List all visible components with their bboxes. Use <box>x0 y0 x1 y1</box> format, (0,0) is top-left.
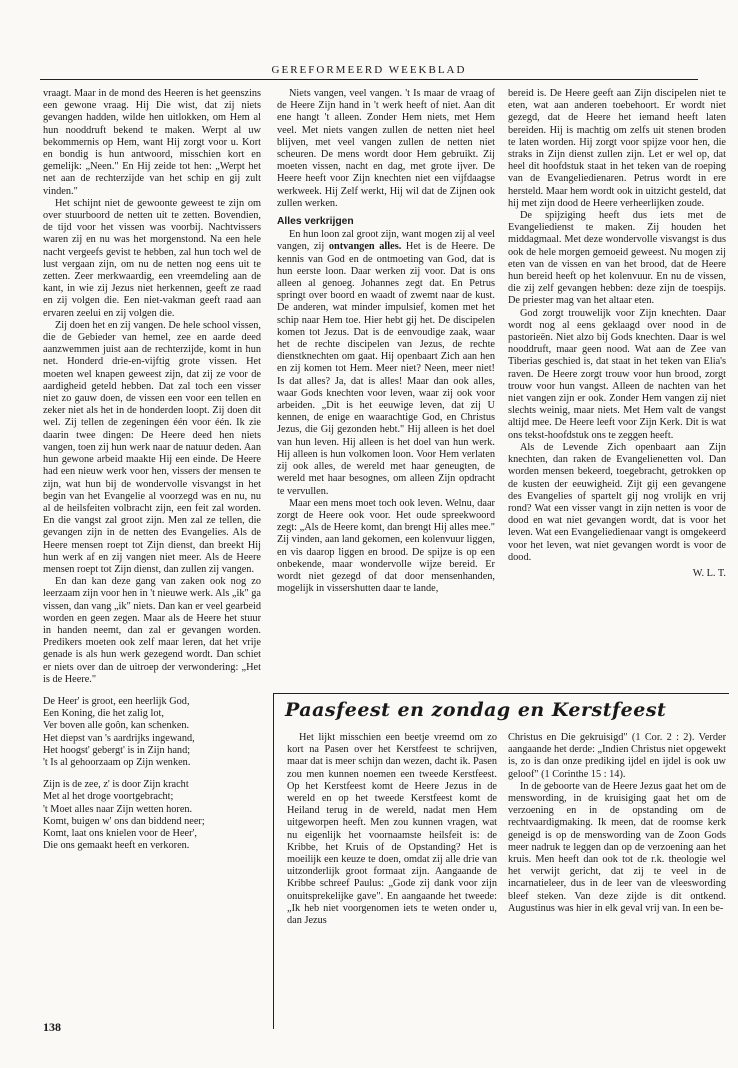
poem-line: De Heer' is groot, een heerlijk God, <box>43 695 190 707</box>
poem-stanza-1 <box>43 696 261 769</box>
poem-line: 't Moet alles naar Zijn wetten horen. <box>43 803 193 815</box>
paragraph <box>277 229 495 497</box>
paragraph: Het lijkt misschien een beetje vreemd om zo kort na Pasen over het Kerstfeest te schrijven, maar dat is meer schijn dan wezen, dacht ik. Pasen zou men kunnen noemen een tweede Kerstfeest. Op het Kerstfeest komt de Heere Jezus in de wereld en op het tweede Kerstfeest komt de Heiland terug in de wereld, nadat men Hem uitgeworpen heeft. Men zou kunnen vragen, wat nu eigenlijk het voornaamste heilsfeit is: de Kribbe, het Kruis of de Opstanding? Het is moeilijk een keuze te doen, omdat zij alle drie van uitzonderlijk groot formaat zijn. Aangaande de Kribbe schreef Paulus: „Gode zij dank voor zijn onuitsprekelijke gave". En aangaande het tweede: „Ik heb niet voorgenomen iets te weten onder u, dan Jezus <box>287 732 497 927</box>
header-rule <box>40 79 698 80</box>
paragraph: De spijziging heeft dus iets met de Evangeliedienst te maken. Zij houden het middagmaal. Met deze wondervolle visvangst is dus ook de hele morgen gemoeid geweest. Nu mogen zij eten van de vissen en van het brood, dat de Heere hun bereid heeft op het kolenvuur. En nu de vissen, die zij zelf gevangen hebben: deze zijn de toespijs. De priester mag van het altaar eten. <box>508 210 726 307</box>
article-box-left-rule <box>273 693 274 1029</box>
poem-line: Het diepst van 's aardrijks ingewand, <box>43 732 195 744</box>
author-signature: W. L. T. <box>692 567 726 579</box>
poem-line: 't Is al gehoorzaam op Zijn wenken. <box>43 756 191 768</box>
paragraph: Niets vangen, veel vangen. 't Is maar de vraag of de Heere Zijn hand in 't werk heeft of niet. Aan dit ene hangt 't alleen. Zonder Hem niets, met Hem veel. Met niets vangen zullen de netten niet heel blijven, met veel vangen zullen de netten niet scheuren. De mens wordt door Hem gebruikt. Zij moeten vissen, nacht en dag, met grote ijver. De Heere heeft voor Zijn knechten niet een vijfdaagse werkweek. Hij Zelf werkt, Hij wil dat de Zijnen ook zullen werken. <box>277 88 495 209</box>
text-run: En hun loon zal groot zijn, want mogen zij al veel vangen, zij <box>277 229 495 253</box>
paragraph: Zij doen het en zij vangen. De hele school vissen, die de Gebieder van hemel, zee en aarde deed aanzwemmen juist aan de rechterzijde, komt in hun net. Honderd drie-en-vijftig grote vissen. Het moeten wel knapen geweest zijn, dat zij ze voor de aardigheid geteld hebben. Dat zal toch een visser niet zo gauw doen, de vissen een voor een tellen en zeker niet als het in de honderden loopt. Zij doen dit wel. Zij tellen de zegeningen één voor één. Ik zie daarin twee dingen: De Heere deed hen niets vangen, toen zij hun werk naar de natuur deden. Aan hun gewone arbeid maakte Hij een einde. De Heere had een nieuw werk voor hen, vissers der mensen te zijn, wat hun bij de wondervolle visvangst in het begin van het Evangelie al voorzegd was en nu, nu al de heilsfeiten volbracht zijn, een feit zal worden. En die vangst zal groot zijn. Men zal ze tellen, die gevangen zijn in de netten des Evangelies. Als de Heere mensen roept tot Zijn dienst, dan breekt Hij hun werk af en zij vangen niet meer. Als de Heere mensen roept tot Zijn dienst, dan zullen zij vangen. <box>43 319 261 575</box>
poem-line: Komt, laat ons knielen voor de Heer', <box>43 827 197 839</box>
poem-line: Met al het droge voortgebracht; <box>43 791 174 803</box>
article-title: Paasfeest en zondag en Kerstfeest <box>285 699 667 721</box>
article2-column-left <box>287 732 497 927</box>
paragraph: Christus en Die gekruisigd" (1 Cor. 2 : 2). Verder aangaande het derde: „Indien Christus niet opgewekt is, zo is dan onze prediking ijdel en ijdel is ook uw geloof" (1 Corinthe 15 : 14). <box>508 732 726 780</box>
running-header: GEREFORMEERD WEEKBLAD <box>271 64 467 76</box>
column-right <box>508 88 726 580</box>
poem-line: Een Koning, die het zalig lot, <box>43 708 164 720</box>
section-heading: Alles verkrijgen <box>277 216 354 228</box>
column-middle <box>277 88 495 595</box>
poem-line: Het hoogst' gebergt' is in Zijn hand; <box>43 744 191 756</box>
poem-line: Komt, buigen w' ons dan biddend neer; <box>43 815 205 827</box>
page-number: 138 <box>43 1020 61 1034</box>
poem-stanza-2 <box>43 779 261 852</box>
article2-column-right <box>508 732 726 915</box>
paragraph: En dan kan deze gang van zaken ook nog zo leerzaam zijn voor hen in 't nieuwe werk. Als „ik" ga vissen, dan vang „ik" niets. Dan kan er veel gearbeid worden en geen zegen. Maar als de Heere het stuur in handen neemt, dan zal er gevangen worden. Predikers moeten ook zelf maar leren, dat het vrije genade is als hun werk gezegend wordt. Dan schiet er niets over dan de uitroep der verwondering: „Het is de Heere." <box>43 576 261 685</box>
text-run: Het is de Heere. De kennis van God en de ontmoeting van God, dat is hun eerste loon. Daar werken zij voor. Dat is ons alleen al genoeg. Johannes zegt dat. En Petrus springt over boord en waadt of zwemt naar de kust. De anderen, wat minder impulsief, komen met het schip naar Hem toe. Hier hebt gij het. De discipelen komen tot Jezus. Dat is de eenvoudige zaak, waar het de rechte discipelen van Jezus, de rechte dienstknechten om gaat. Hij openbaart Zich aan hen en zij komen tot Hem. Meer niet? Neen, meer niet! Is dat alles? Ja, dat is alles! Maar dan ook alles, waar Gods knechten voor leven, waar zij ook voor arbeiden. „Dit is het eeuwige leven, dat zij U kennen, de enige en waarachtige God, en Christus Jezus, die Gij gezonden hebt." Hij alleen is het doel van hun leven. Hij alleen is het doel van hun werk. Hij alleen is hun volkomen loon. Voor Hem verlaten zij ook alles, de wereld met haar geneugten, de wereld met haar besognes, om alleen Zijn opdracht te vervullen. <box>277 241 496 497</box>
poem-line: Zijn is de zee, z' is door Zijn kracht <box>43 779 189 791</box>
article-box-rule <box>273 693 729 694</box>
paragraph: Als de Levende Zich openbaart aan Zijn knechten, dan raken de Evangelienetten vol. Dan worden mensen bekeerd, toegebracht, getrokken op de kusten der eeuwigheid. Zijt gij een gevangene des Evangelies of spartelt gij nog vrolijk en vrij rond? Wat een visser vangt in zijn netten is voor de dood en wat niet gevangen wordt, dat is voor het leven. Wat een Evangeliedienaar vangt is omgekeerd voor het leven, wat niet gevangen wordt is voor de dood. <box>508 441 726 563</box>
paragraph: Maar een mens moet toch ook leven. Welnu, daar zorgt de Heere ook voor. Het oude spreekwoord zegt: „Als de Heere komt, dan brengt Hij alles mee." Zij vinden, aan land gekomen, een kolenvuur liggen, en vis daarop liggen en brood. De spijze is op een onbekende, maar wondervolle wijze bereid. Er wordt niet gezegd of dat door mensenhanden, mogelijk in vissershutten daar te lande, <box>277 497 495 595</box>
psalm-verse <box>43 696 261 852</box>
paragraph: In de geboorte van de Heere Jezus gaat het om de menswording, in de kruisiging gaat het om de verzoening en in de opstanding om de rechtvaardigmaking. Ik meen, dat de roomse kerk geneigd is op de menswording van de Zoon Gods meer nadruk te leggen dan op de verzoening aan het kruis. Men heeft dan ook tot de r.k. theologie wel het verwijt gericht, dat zij te veel in de incarnatieleer, dus in de leer van de vleeswording bleef steken. Van deze zijde is dit ontkend. Augustinus was hier in elk geval vrij van. In een be- <box>508 780 726 914</box>
paragraph: God zorgt trouwelijk voor Zijn knechten. Daar wordt nog al eens geklaagd over nood in de pastorieën. Niet alzo bij Gods knechten. Daar is wel nooddruft, maar geen nood. Wat aan de Zee van Tiberias geschied is, dat staat in het teken van Elia's raven. De Heere zorgt trouw voor hun brood, zorgt trouw voor hun vangst. Alleen de nachten van het niet vangen zijn er ook. Zonder Hem vangen zij niet slechts weinig, maar niets. Met Hem valt de vangst altijd mee. De Heere leeft voor Zijn Kerk. Dit is wat ons tekst-hoofdstuk ons te zeggen heeft. <box>508 307 726 441</box>
column-left <box>43 88 261 862</box>
paragraph: Het schijnt niet de gewoonte geweest te zijn om over stuurboord de netten uit te zetten. Bovendien, de tijd voor het vissen was voorbij. Nachtvissers waren zij en nu was het morgenstond. Na een hele nacht vergeefs gevist te hebben, zal hun toch wel de lust vergaan zijn, om nu de netten nog eens uit te zetten. Zeer merkwaardig, een vreemdeling aan de kant, in wie zij Jezus niet herkennen, geeft ze raad en zij volgen die. Een niet-vakman geeft raad aan ervaren zeelui en zij volgen die. <box>43 197 261 319</box>
poem-line: Die ons gemaakt heeft en verkoren. <box>43 840 190 852</box>
paragraph: vraagt. Maar in de mond des Heeren is het geenszins een gewone vraag. Hij Die wist, dat zij niets gevangen hadden, wilde hen uitlokken, om Hem al hun nooddruft bekend te maken. Werpt al uw bekommernis op Hem, want Hij zorgt voor u. Kort en bondig is hun antwoord, misschien kort en gemelijk: „Neen." En Hij zeide tot hen: „Werpt het net aan de rechterzijde van het schip en gij zult vinden." <box>43 88 261 197</box>
poem-line: Ver boven alle goôn, kan schenken. <box>43 720 190 732</box>
bold-phrase: ontvangen alles. <box>328 241 402 253</box>
paragraph: bereid is. De Heere geeft aan Zijn discipelen niet te eten, wat aan anderen toebehoort. Er wordt niet gezegd, dat de Heere het iemand heeft laten bereiden. Hij is machtig om zelfs uit stenen broden te laten worden. Hij zorgt voor spijze voor hen, die straks in Zijn dienst zullen zijn. Let er wel op, dat heel dit hoofdstuk staat in het teken van de roeping van de Evangeliedienaren. Petrus wordt in ere hersteld. Maar hem wordt ook in uitzicht gesteld, dat hij met zijn dood de Heere verheerlijken zoude. <box>508 88 726 209</box>
